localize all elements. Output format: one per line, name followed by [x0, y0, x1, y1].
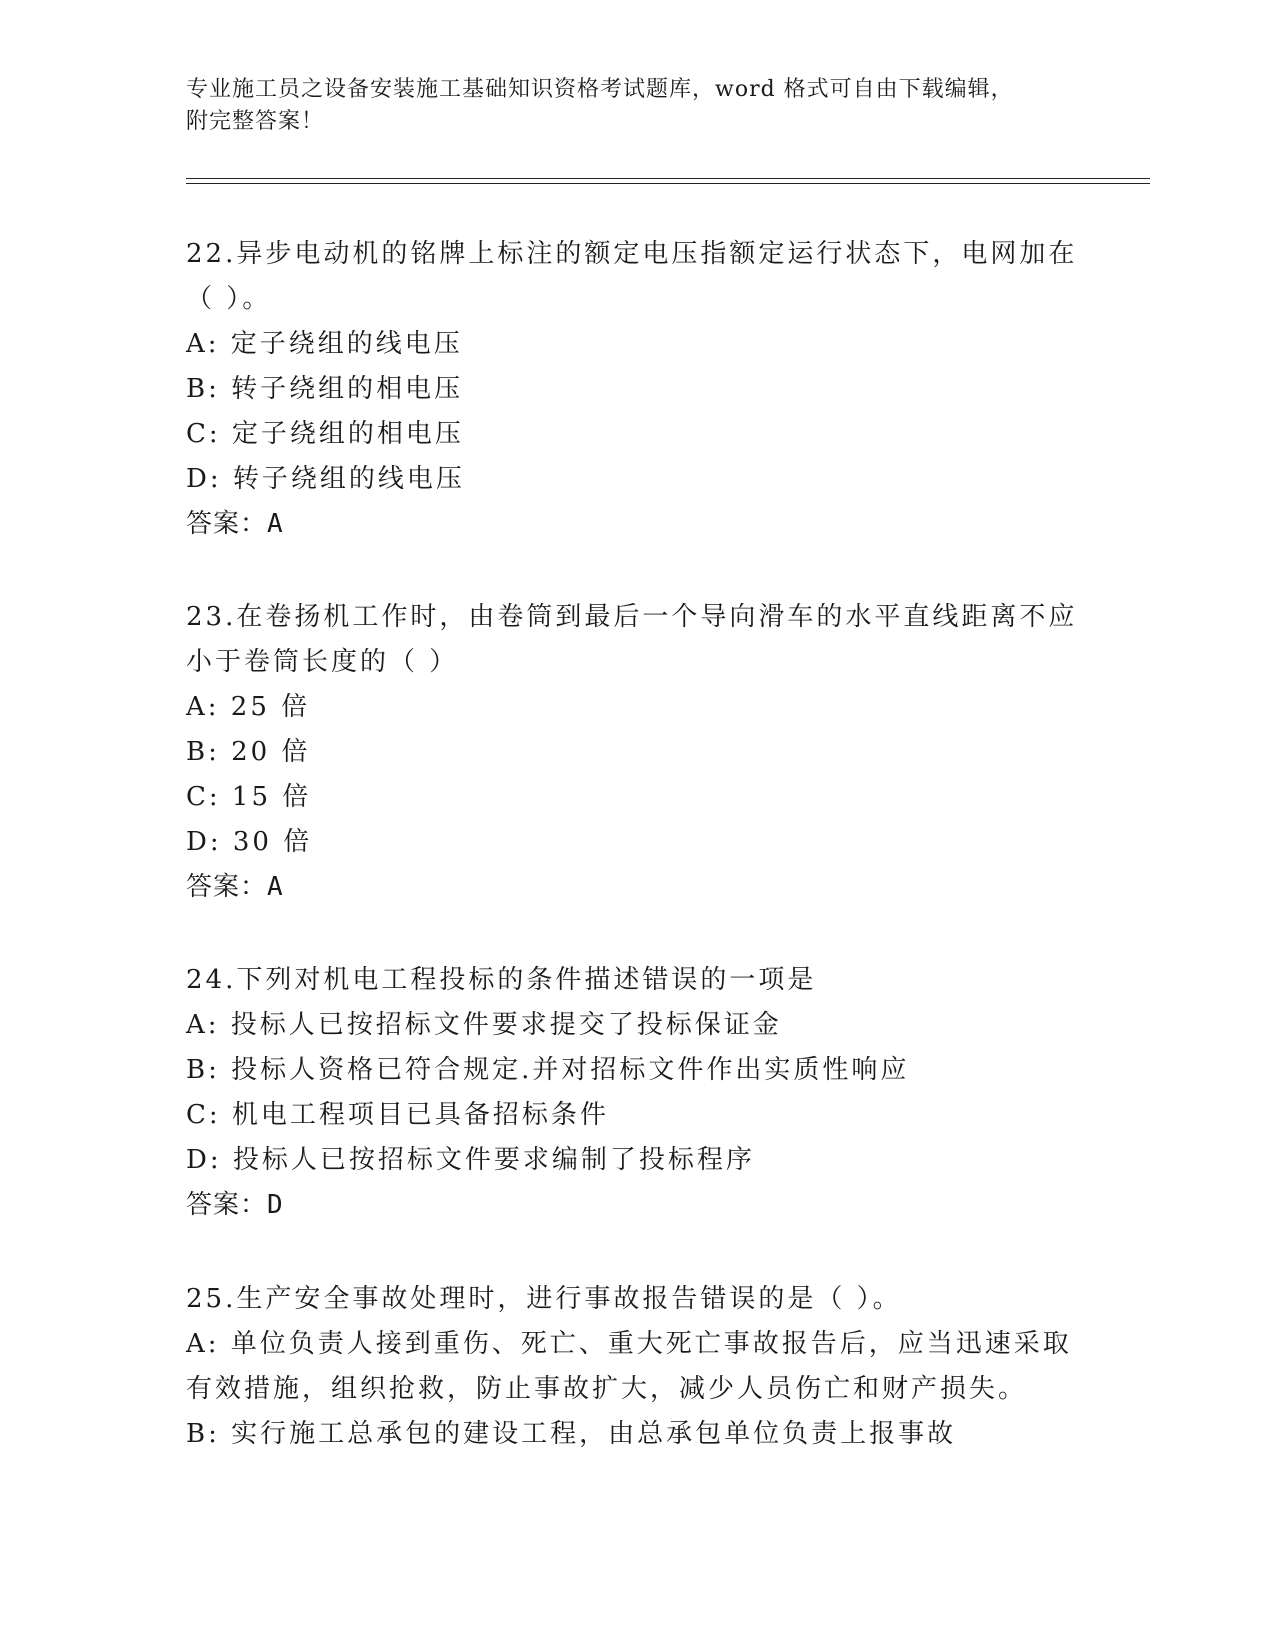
header-divider-top [186, 178, 1150, 179]
answer-label: 答案： [186, 872, 268, 902]
option-a: A: 单位负责人接到重伤、死亡、重大死亡事故报告后，应当迅速采取 [186, 1329, 1072, 1359]
question-25 [186, 1277, 1086, 1457]
option-b: B: 投标人资格已符合规定.并对招标文件作出实质性响应 [186, 1055, 910, 1085]
question-23 [186, 595, 1086, 910]
answer-line [186, 1183, 1086, 1228]
answer-line [186, 865, 1086, 910]
question-stem: 小于卷筒长度的（ ） [186, 647, 459, 677]
question-stem: 23.在卷扬机工作时，由卷筒到最后一个导向滑车的水平直线距离不应 [186, 602, 1078, 632]
option-d: D: 30 倍 [186, 827, 313, 857]
document-header [186, 74, 1086, 138]
question-24 [186, 958, 1086, 1228]
option-b: B: 实行施工总承包的建设工程，由总承包单位负责上报事故 [186, 1419, 957, 1449]
header-divider-bottom [186, 183, 1150, 184]
option-d: D: 转子绕组的线电压 [186, 464, 465, 494]
option-c: C: 定子绕组的相电压 [186, 419, 464, 449]
answer-value: A [267, 872, 284, 902]
option-a: A: 定子绕组的线电压 [186, 329, 463, 359]
answer-value: D [267, 1190, 284, 1220]
option-a: A: 25 倍 [186, 692, 311, 722]
option-c: C: 15 倍 [186, 782, 312, 812]
answer-label: 答案： [186, 509, 268, 539]
option-b: B: 20 倍 [186, 737, 311, 767]
option-b: B: 转子绕组的相电压 [186, 374, 464, 404]
option-c: C: 机电工程项目已具备招标条件 [186, 1100, 609, 1130]
answer-label: 答案： [186, 1190, 268, 1220]
question-stem: 24.下列对机电工程投标的条件描述错误的一项是 [186, 965, 817, 995]
answer-line [186, 502, 1086, 547]
option-d: D: 投标人已按招标文件要求编制了投标程序 [186, 1145, 755, 1175]
question-stem: 25.生产安全事故处理时，进行事故报告错误的是（ ）。 [186, 1284, 902, 1314]
answer-value: A [267, 509, 284, 539]
question-stem: 22.异步电动机的铭牌上标注的额定电压指额定运行状态下，电网加在 [186, 239, 1078, 269]
option-a-continued: 有效措施，组织抢救，防止事故扩大，减少人员伤亡和财产损失。 [186, 1374, 1028, 1404]
option-a: A: 投标人已按招标文件要求提交了投标保证金 [186, 1010, 782, 1040]
header-line-1: 专业施工员之设备安装施工基础知识资格考试题库，word 格式可自由下载编辑， [186, 77, 1014, 102]
question-22 [186, 232, 1086, 547]
header-line-2: 附完整答案！ [186, 109, 325, 134]
question-stem: （ ）。 [186, 284, 272, 314]
